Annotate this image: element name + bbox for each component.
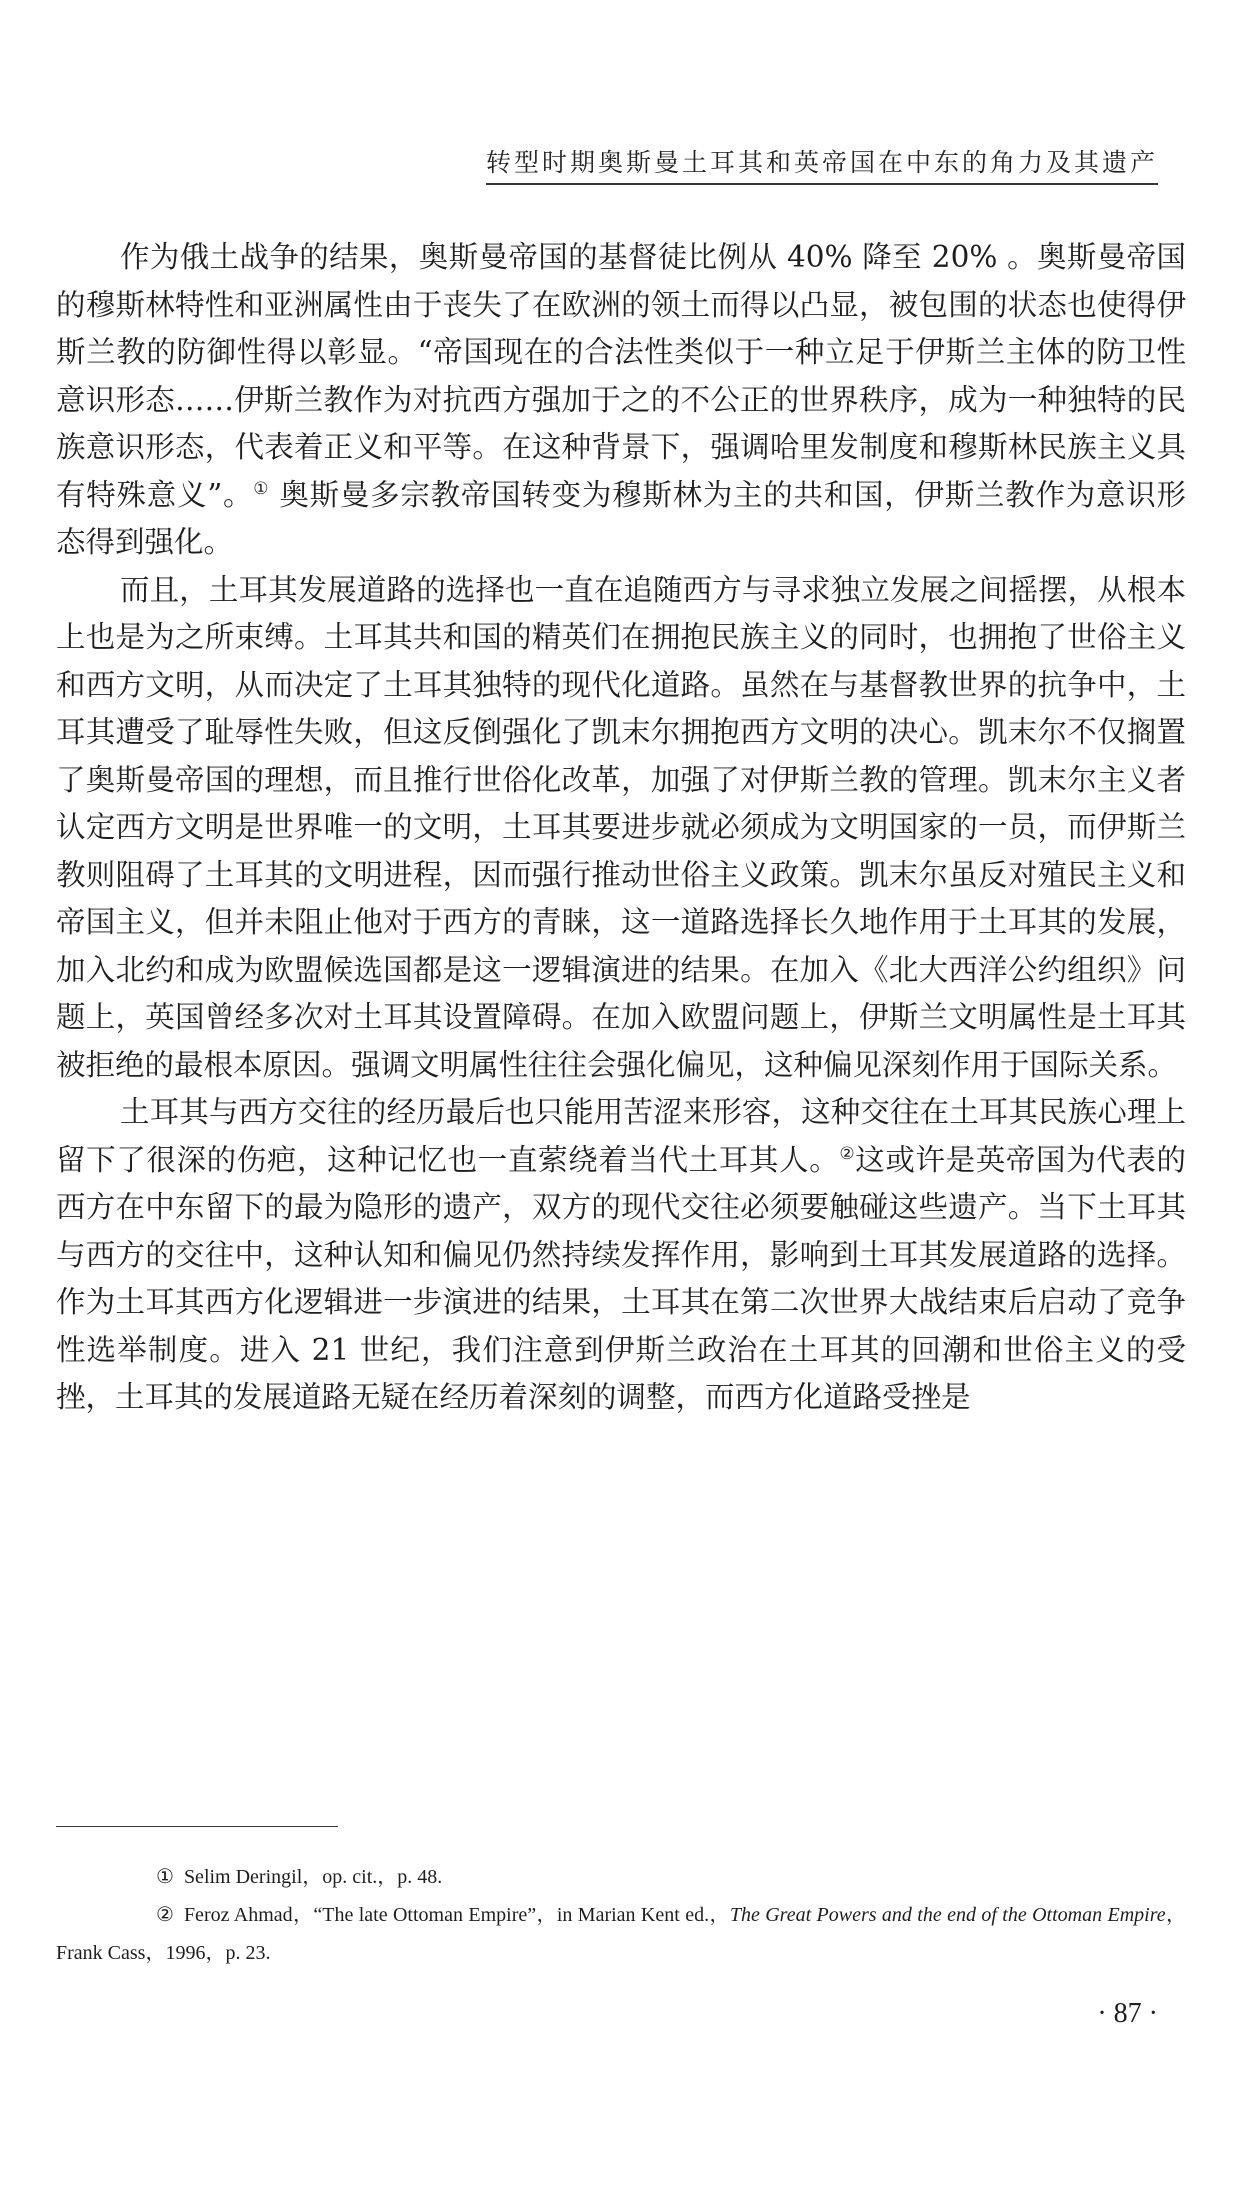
footnote [56, 1858, 1186, 1896]
footnote-text: Feroz Ahmad，“The late Ottoman Empire”，in Marian Kent ed.， [183, 1904, 730, 1926]
paragraph [56, 567, 1186, 1090]
paragraph [56, 1089, 1186, 1422]
footnote-divider [56, 1826, 338, 1827]
footnote-mark: ① [156, 1866, 174, 1888]
footnote-mark: ② [156, 1904, 174, 1926]
paragraph [56, 234, 1186, 567]
paragraph-text: 这或许是英帝国为代表的西方在中东留下的最为隐形的遗产，双方的现代交往必须要触碰这些遗产。当下土耳其与西方的交往中，这种认知和偏见仍然持续发挥作用，影响到土耳其发展道路的选择。作为土耳其西方化逻辑进一步演进的结果，土耳其在第二次世界大战结束后启动了竞争性选举制度。进入 21 世纪，我们注意到伊斯兰政治在土耳其的回潮和世俗主义的受挫，土耳其的发展道路无疑在经历着深刻的调整，而西方化道路受挫是 [56, 1142, 1186, 1414]
page-number: · 87 · [1097, 1998, 1158, 2029]
running-header: 转型时期奥斯曼土耳其和英帝国在中东的角力及其遗产 [486, 146, 1158, 185]
footnotes [56, 1858, 1186, 1972]
body-text [56, 234, 1186, 1422]
paragraph-text: 土耳其与西方交往的经历最后也只能用苦涩来形容，这种交往在土耳其民族心理上留下了很深的伤疤，这种记忆也一直萦绕着当代土耳其人。 [56, 1095, 1186, 1177]
footnote-ref: ② [839, 1143, 856, 1164]
paragraph-text: 而且，土耳其发展道路的选择也一直在追随西方与寻求独立发展之间摇摆，从根本上也是为之所束缚。土耳其共和国的精英们在拥抱民族主义的同时，也拥抱了世俗主义和西方文明，从而决定了土耳其独特的现代化道路。虽然在与基督教世界的抗争中，土耳其遭受了耻辱性失败，但这反倒强化了凯末尔拥抱西方文明的决心。凯末尔不仅搁置了奥斯曼帝国的理想，而且推行世俗化改革，加强了对伊斯兰教的管理。凯末尔主义者认定西方文明是世界唯一的文明，土耳其要进步就必须成为文明国家的一员，而伊斯兰教则阻碍了土耳其的文明进程，因而强行推动世俗主义政策。凯末尔虽反对殖民主义和帝国主义，但并未阻止他对于西方的青睐，这一道路选择长久地作用于土耳其的发展，加入北约和成为欧盟候选国都是这一逻辑演进的结果。在加入《北大西洋公约组织》问题上，英国曾经多次对土耳其设置障碍。在加入欧盟问题上，伊斯兰文明属性是土耳其被拒绝的最根本原因。强调文明属性往往会强化偏见，这种偏见深刻作用于国际关系。 [56, 572, 1186, 1082]
paragraph-text: 作为俄土战争的结果，奥斯曼帝国的基督徒比例从 40% 降至 20% 。奥斯曼帝国的穆斯林特性和亚洲属性由于丧失了在欧洲的领土而得以凸显，被包围的状态也使得伊斯兰教的防御性得以彰显。“帝国现在的合法性类似于一种立足于伊斯兰主体的防卫性意识形态……伊斯兰教作为对抗西方强加于之的不公正的世界秩序，成为一种独特的民族意识形态，代表着正义和平等。在这种背景下，强调哈里发制度和穆斯林民族主义具有特殊意义”。 [56, 240, 1186, 512]
footnote-book-title: The Great Powers and the end of the Ottoman Empire [729, 1904, 1166, 1926]
footnote [56, 1896, 1186, 1972]
footnote-ref: ① [253, 478, 270, 499]
paragraph-text: 奥斯曼多宗教帝国转变为穆斯林为主的共和国，伊斯兰教作为意识形态得到强化。 [56, 477, 1186, 559]
footnote-text-tail: ，Frank Cass，1996，p. 23. [56, 1904, 1187, 1964]
footnote-text: Selim Deringil，op. cit.，p. 48. [183, 1866, 443, 1888]
